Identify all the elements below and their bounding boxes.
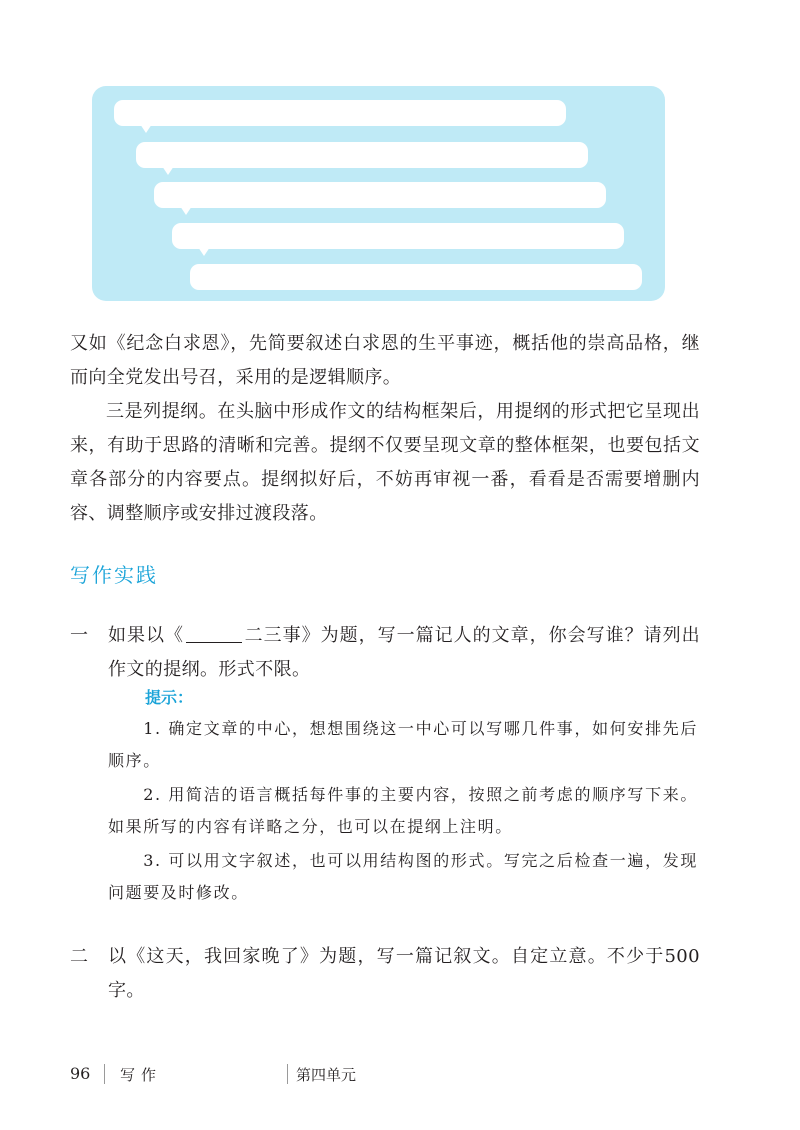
flow-step-bubble <box>190 264 642 290</box>
task-text-start: 如果以《 <box>108 625 184 646</box>
flow-step-bubble <box>172 223 624 249</box>
task-text <box>108 619 700 687</box>
outline-flow-diagram <box>92 86 665 301</box>
footer-divider <box>104 1064 105 1084</box>
body-paragraph: 又如《纪念白求恩》，先简要叙述白求恩的生平事迹，概括他的崇高品格，继而向全党发出号召，采用的是逻辑顺序。 <box>70 333 700 388</box>
page-footer <box>0 1060 800 1090</box>
fill-in-blank <box>186 624 242 643</box>
section-title: 写作实践 <box>70 563 158 587</box>
unit-name: 第四单元 <box>296 1066 357 1084</box>
task-number: 二 <box>70 946 89 967</box>
task-text-end: 二三事》为题，写一篇记人的文章，你会写谁？请列出作文的提纲。形式不限。 <box>108 625 700 680</box>
flow-step-bubble <box>154 182 606 208</box>
flow-step-bubble <box>114 100 566 126</box>
flow-step-bubble <box>136 142 588 168</box>
practice-task-1 <box>70 619 700 687</box>
footer-divider <box>287 1064 288 1084</box>
book-name: 写作 <box>120 1066 163 1084</box>
hint-item: 2. 用简洁的语言概括每件事的主要内容，按照之前考虑的顺序写下来。如果所写的内容有详略之分，也可以在提纲上注明。 <box>108 785 698 836</box>
body-paragraph: 三是列提纲。在头脑中形成作文的结构框架后，用提纲的形式把它呈现出来，有助于思路的清晰和完善。提纲不仅要呈现文章的整体框架，也要包括文章各部分的内容要点。提纲拟好后，不妨再审视一番，看看是否需要增删内容、调整顺序或安排过渡段落。 <box>70 401 700 524</box>
hint-item: 1. 确定文章的中心，想想围绕这一中心可以写哪几件事，如何安排先后顺序。 <box>108 719 698 770</box>
task-text: 以《这天，我回家晚了》为题，写一篇记叙文。自定立意。不少于500字。 <box>108 946 700 1001</box>
hint-item: 3. 可以用文字叙述，也可以用结构图的形式。写完之后检查一遍，发现问题要及时修改。 <box>108 851 698 902</box>
page-number: 96 <box>70 1064 91 1083</box>
hint-label: 提示： <box>145 688 194 707</box>
practice-task-2 <box>70 940 700 1008</box>
task-number: 一 <box>70 625 89 646</box>
